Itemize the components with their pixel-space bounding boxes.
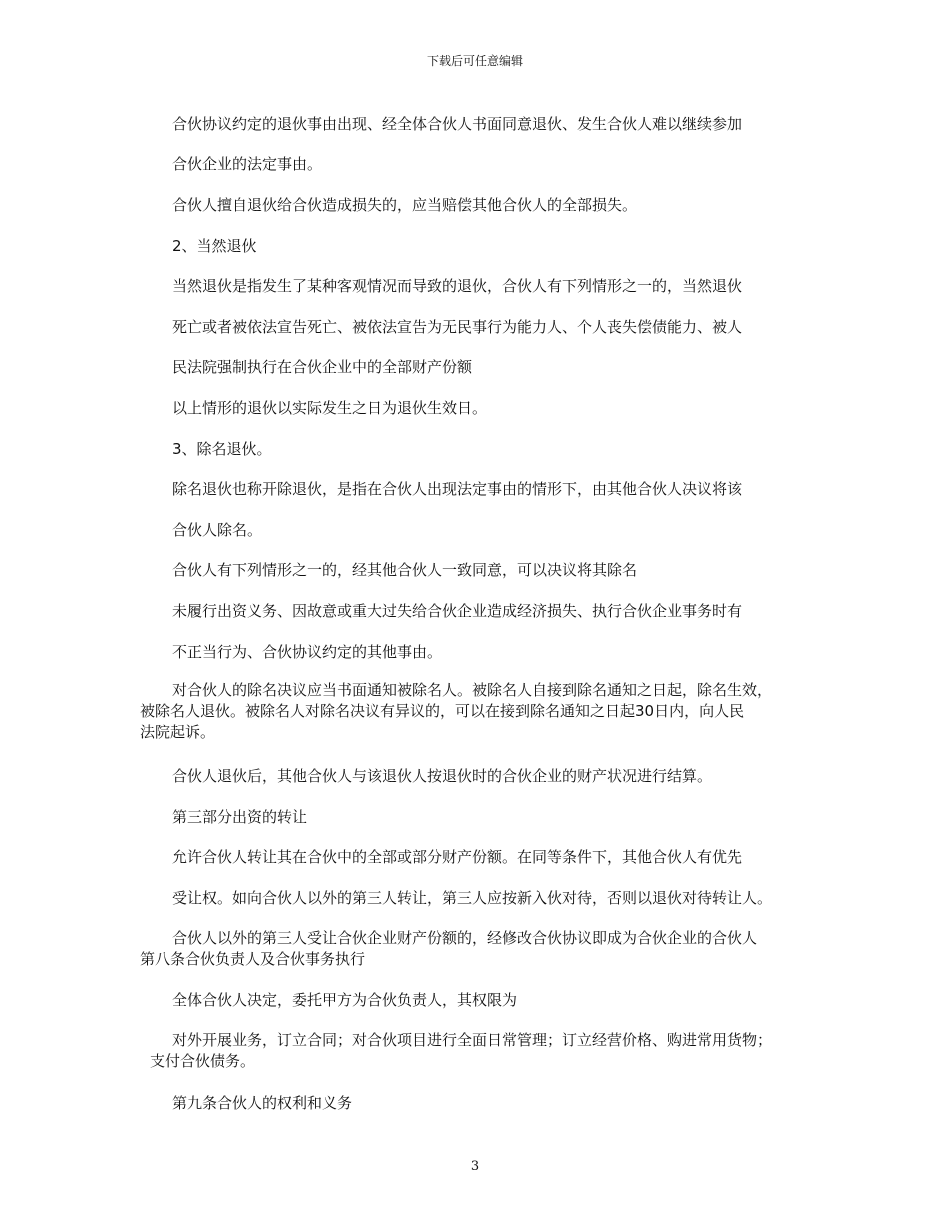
section-heading: 第三部分出资的转让 [172,808,308,826]
page-header: 下载后可任意编辑 [426,54,523,68]
paragraph-block [140,680,820,743]
section-heading: 2、当然退伙 [172,237,257,255]
article-heading: 第八条合伙负责人及合伙事务执行 [140,950,366,968]
paragraph-line: 对合伙人的除名决议应当书面通知被除名人。被除名人自接到除名通知之日起，除名生效， [172,681,773,699]
paragraph: 合伙人有下列情形之一的，经其他合伙人一致同意，可以决议将其除名 [172,561,638,579]
section-heading: 3、除名退伙。 [172,440,272,458]
paragraph: 未履行出资义务、因故意或重大过失给合伙企业造成经济损失、执行合伙企业事务时有 [172,602,743,620]
paragraph: 当然退伙是指发生了某种客观情况而导致的退伙，合伙人有下列情形之一的，当然退伙 [172,277,743,295]
paragraph-line: 被除名人退伙。被除名人对除名决议有异议的，可以在接到除名通知之日起30日内，向人民 [140,702,745,720]
paragraph: 合伙人退伙后，其他合伙人与该退伙人按退伙时的合伙企业的财产状况进行结算。 [172,767,713,785]
paragraph: 合伙人除名。 [172,521,263,539]
paragraph-line: 支付合伙债务。 [150,1052,256,1070]
paragraph: 全体合伙人决定，委托甲方为合伙负责人，其权限为 [172,991,518,1009]
paragraph-block [140,928,820,970]
paragraph: 除名退伙也称开除退伙，是指在合伙人出现法定事由的情形下，由其他合伙人决议将该 [172,480,743,498]
paragraph: 合伙协议约定的退伙事由出现、经全体合伙人书面同意退伙、发生合伙人难以继续参加 [172,115,743,133]
paragraph: 民法院强制执行在合伙企业中的全部财产份额 [172,358,473,376]
paragraph-line: 法院起诉。 [140,723,216,741]
paragraph: 允许合伙人转让其在合伙中的全部或部分财产份额。在同等条件下，其他合伙人有优先 [172,848,743,866]
paragraph: 合伙企业的法定事由。 [172,155,323,173]
page-number: 3 [470,1159,480,1174]
paragraph-line: 合伙人以外的第三人受让合伙企业财产份额的，经修改合伙协议即成为合伙企业的合伙人 [172,929,758,947]
paragraph: 合伙人擅自退伙给合伙造成损失的，应当赔偿其他合伙人的全部损失。 [172,196,638,214]
article-heading: 第九条合伙人的权利和义务 [172,1094,353,1112]
paragraph-block [140,1030,820,1072]
paragraph: 以上情形的退伙以实际发生之日为退伙生效日。 [172,399,488,417]
paragraph: 受让权。如向合伙人以外的第三人转让，第三人应按新入伙对待，否则以退伙对待转让人。 [172,889,773,907]
paragraph: 死亡或者被依法宣告死亡、被依法宣告为无民事行为能力人、个人丧失偿债能力、被人 [172,318,743,336]
paragraph-line: 对外开展业务，订立合同；对合伙项目进行全面日常管理；订立经营价格、购进常用货物； [172,1031,773,1049]
paragraph: 不正当行为、合伙协议约定的其他事由。 [172,643,443,661]
